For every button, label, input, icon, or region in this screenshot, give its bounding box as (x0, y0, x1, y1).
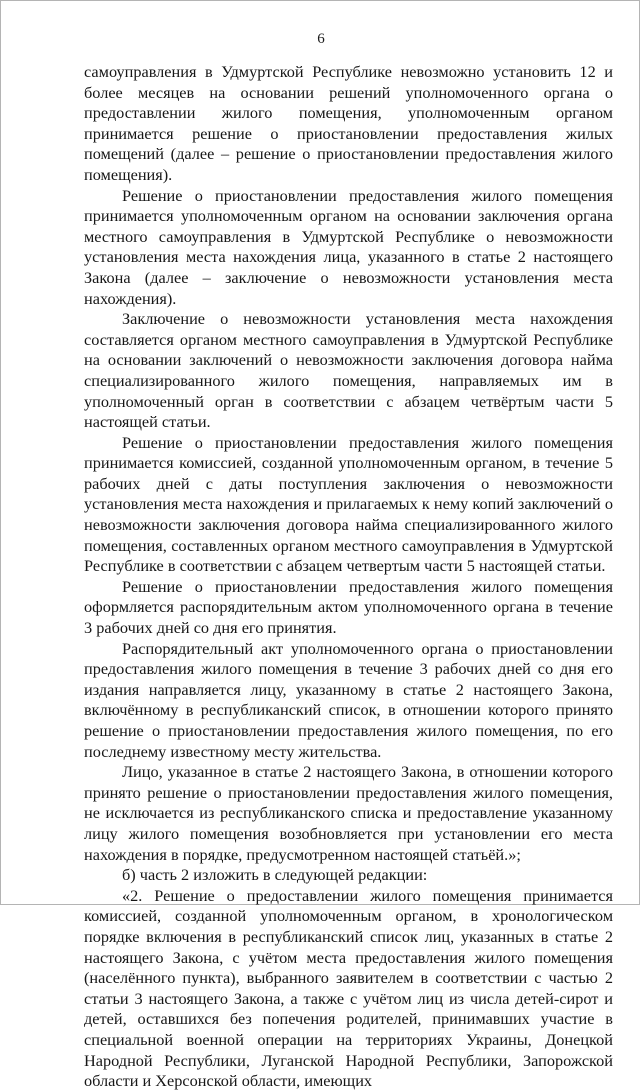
paragraph: Распорядительный акт уполномоченного органа о приостановлении предоставления жилого помещения в течение 3 рабочих дней со дня его издания направляется лицу, указанному в статье 2 настоящего Закона, включённому в республиканский список, в отношении которого принято решение о приостановлении предоставления жилого помещения, по его последнему известному месту жительства. (84, 638, 613, 761)
paragraph: Заключение о невозможности установления места нахождения составляется органом местного самоуправления в Удмуртской Республике на основании заключений о невозможности заключения договора найма специализированного жилого помещения, направляемых им в уполномоченный орган в соответствии с абзацем четвёртым части 5 настоящей статьи. (84, 309, 613, 432)
paragraph: Лицо, указанное в статье 2 настоящего Закона, в отношении которого принято решение о приостановлении предоставления жилого помещения, не исключается из республиканского списка и предоставление указанному лицу жилого помещения возобновляется при установлении его места нахождения в порядке, предусмотренном настоящей статьёй.»; (84, 762, 613, 864)
page-number: 6 (317, 31, 325, 47)
paragraph: б) часть 2 изложить в следующей редакции: (122, 865, 428, 885)
paragraph: Решение о приостановлении предоставления жилого помещения принимается комиссией, созданной уполномоченным органом, в течение 5 рабочих дней с даты поступления заключения о невозможности установления места нахождения и прилагаемых к нему копий заключений о невозможности заключения договора найма специализированного жилого помещения, составленных органом местного самоуправления в Удмуртской Республике в соответствии с абзацем четвертым части 5 настоящей статьи. (84, 432, 613, 576)
paragraph: «2. Решение о предоставлении жилого помещения принимается комиссией, созданной уполномоченным органом, в хронологическом порядке включения в республиканский список лиц, указанных в статье 2 настоящего Закона, с учётом места предоставления жилого помещения (населённого пункта), выбранного заявителем в соответствии с частью 2 статьи 3 настоящего Закона, а также с учётом лиц из числа детей-сирот и детей, оставшихся без попечения родителей, принимавших участие в специальной военной операции на территориях Украины, Донецкой Народной Республики, Луганской Народной Республики, Запорожской области и Херсонской области, имеющих (84, 885, 613, 1091)
document-body (84, 62, 613, 1092)
paragraph-continuation: самоуправления в Удмуртской Республике невозможно установить 12 и более месяцев на основании решений уполномоченного органа о предоставлении жилого помещения, уполномоченным органом принимается решение о приостановлении предоставления жилых помещений (далее – решение о приостановлении предоставления жилого помещения). (84, 62, 613, 184)
paragraph: Решение о приостановлении предоставления жилого помещения принимается уполномоченным органом на основании заключения органа местного самоуправления в Удмуртской Республике о невозможности установления места нахождения лица, указанного в статье 2 настоящего Закона (далее – заключение о невозможности установления места нахождения). (84, 185, 613, 308)
paragraph: Решение о приостановлении предоставления жилого помещения оформляется распорядительным актом уполномоченного органа в течение 3 рабочих дней со дня его принятия. (84, 576, 613, 638)
